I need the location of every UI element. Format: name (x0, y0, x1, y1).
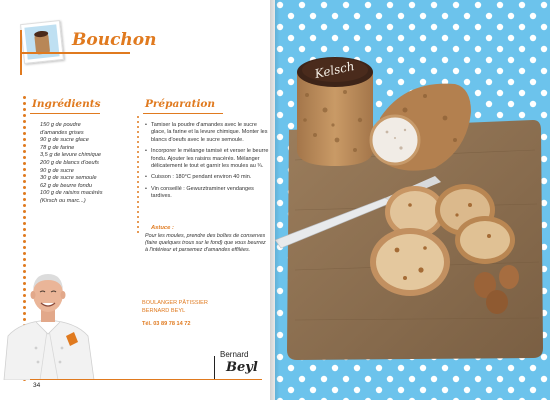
recipe-title: Bouchon (72, 30, 157, 50)
preparation-step: • Tamiser la poudre d'amandes avec le sucre glace, la farine et la levure chimique. Monter les blancs d'oeufs avec le sucre semoule. (145, 122, 270, 144)
baker-phone: Tél. 03 89 78 14 72 (142, 321, 191, 327)
recipe-thumbnail (20, 20, 64, 64)
preparation-steps (145, 122, 270, 205)
page-gutter-shadow (270, 0, 280, 400)
footer-rule (30, 379, 262, 380)
preparation-step: • Incorporer le mélange tamisé et verser le beurre fondu. Ajouter les raisins macérés. Mélanger délicatement le tout et garnir les moules au ¾. (145, 148, 270, 170)
recipe-photo (275, 0, 550, 400)
ingredient-item: (Kirsch ou marc...) (40, 197, 86, 204)
bouchon-cake (297, 57, 373, 166)
ingredient-item: 62 g de beurre fondu (40, 182, 92, 189)
page-number: 34 (33, 382, 41, 389)
ingredient-item: 30 g de sucre semoule (40, 175, 97, 182)
ingredients-heading: Ingrédients (32, 98, 101, 110)
chef-photo (0, 262, 96, 380)
preparation-underline (143, 113, 223, 114)
baker-name: BERNARD BEYL (142, 308, 186, 314)
tip-title: Astuce : (151, 225, 174, 231)
ingredient-item: 90 g de sucre glace (40, 137, 89, 144)
preparation-heading: Préparation (145, 98, 216, 110)
title-rule (20, 52, 130, 54)
tip-text: Pour les moules, prendre des boîtes de conserves (faire quelques trous sur le fond) que vous beurrez à l'intérieur et parsemez d'amandes effilées. (145, 233, 266, 254)
preparation-step: • Vin conseillé : Gewurztraminer vendanges tardives. (145, 186, 270, 201)
baker-role: BOULANGER PÂTISSIER (142, 300, 208, 306)
signature-rule (214, 356, 215, 380)
ingredients-underline (30, 113, 100, 114)
cake-top-lettering: Kelsch (313, 59, 356, 82)
ingredient-item: 90 g de sucre (40, 167, 74, 174)
ingredients-list (40, 122, 130, 206)
signature-first-name: Bernard (220, 350, 249, 359)
ingredient-item: 200 g de blancs d'oeufs (40, 159, 99, 166)
left-page (0, 0, 274, 400)
signature-last-name: Beyl (226, 360, 258, 375)
ingredient-item: 78 g de farine (40, 144, 75, 151)
preparation-step: • Cuisson : 180°C pendant environ 40 min. (145, 174, 270, 181)
ingredient-item: 150 g de poudre (40, 122, 81, 128)
ingredient-item: 3,5 g de levure chimique (40, 152, 101, 159)
decorative-dots (137, 116, 140, 236)
ingredient-item: d'amandes grises (40, 129, 84, 136)
ingredient-item: 100 g de raisins macérés (40, 190, 103, 197)
